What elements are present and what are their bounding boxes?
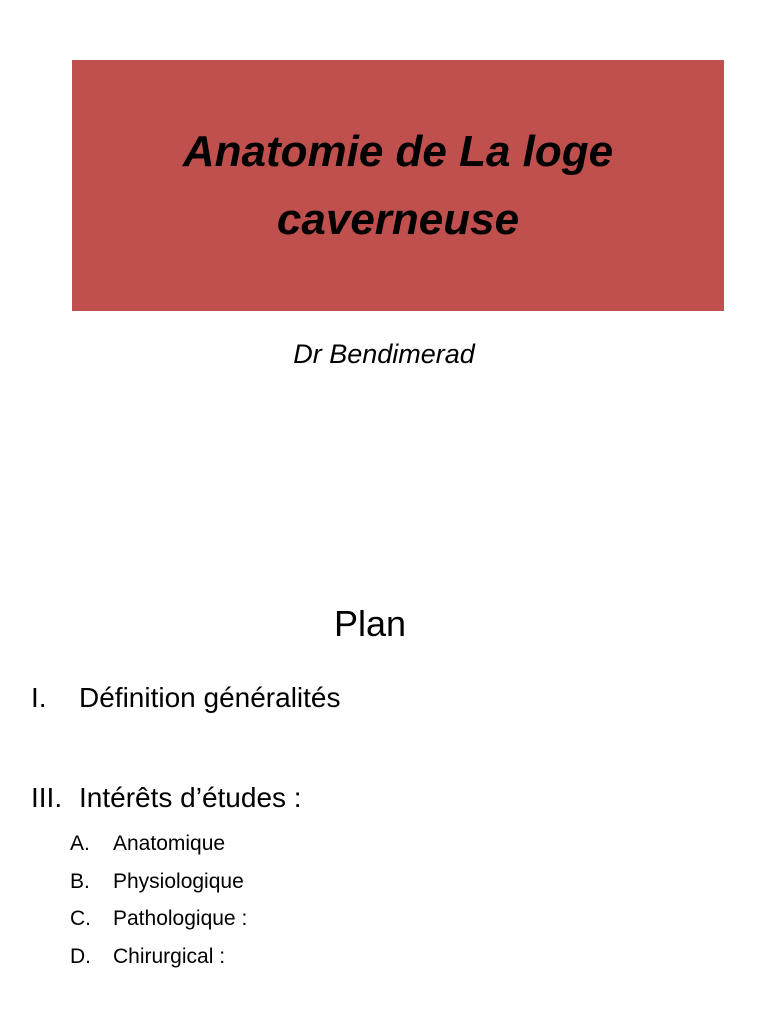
outline-label: Intérêts d’études : xyxy=(79,782,302,813)
list-item xyxy=(70,900,247,938)
list-item xyxy=(70,825,247,863)
list-item xyxy=(70,863,247,901)
list-item-letter: A. xyxy=(70,832,90,855)
list-item-label: Physiologique xyxy=(113,869,244,893)
list-item-letter: C. xyxy=(70,907,91,930)
list-item-letter: B. xyxy=(70,869,90,893)
outline-item-definition xyxy=(31,680,341,716)
title-banner xyxy=(72,60,724,311)
plan-slide xyxy=(0,512,768,1024)
plan-heading: Plan xyxy=(333,603,407,644)
list-item-letter: D. xyxy=(70,944,91,968)
outline-item-interets xyxy=(31,780,302,816)
outline-label: Définition généralités xyxy=(79,682,341,713)
list-item-label: Pathologique : xyxy=(113,907,248,930)
outline-number: III. xyxy=(31,782,63,813)
slide-title: Anatomie de La loge caverneuse xyxy=(182,126,614,244)
list-item-label: Chirurgical : xyxy=(113,944,226,968)
author-name: Dr Bendimerad xyxy=(293,339,475,369)
outline-number: I. xyxy=(31,682,47,713)
list-item xyxy=(70,938,247,976)
list-item-label: Anatomique xyxy=(113,832,226,855)
sub-outline-list xyxy=(70,825,247,975)
